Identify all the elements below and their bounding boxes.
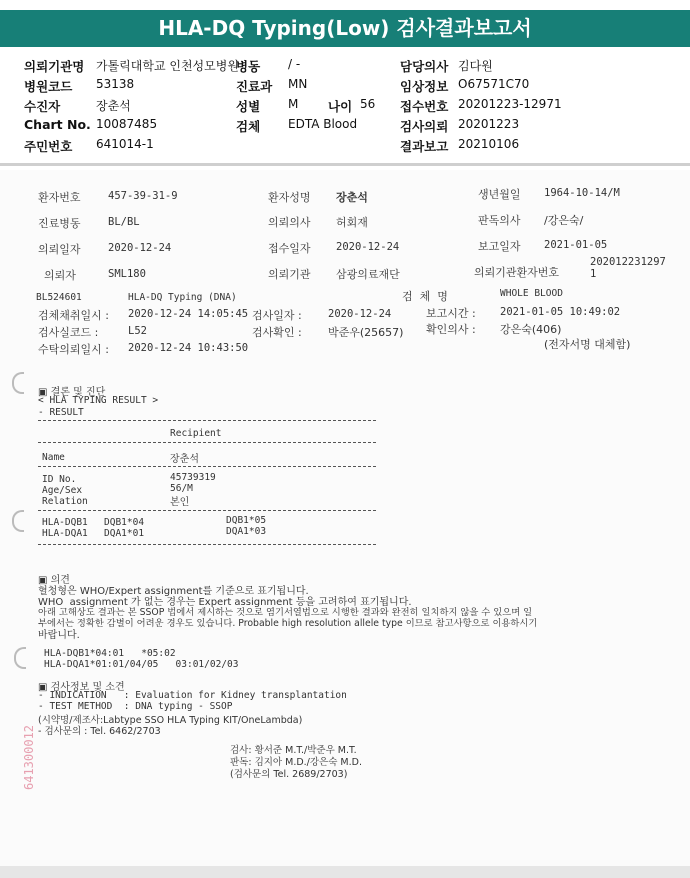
id-label: 주민번호 — [24, 139, 73, 154]
info-heading: ▣ 검사정보 및 소견 — [38, 682, 125, 693]
institution-value: 가톨릭대학교 인천성모병원 — [96, 59, 239, 73]
receipt-label: 접수번호 — [400, 99, 449, 114]
relation-label: Relation — [42, 496, 88, 507]
result-top-rule — [38, 420, 376, 421]
scan-requester-label: 의뢰자 — [44, 269, 76, 282]
id-no-value: 45739319 — [170, 472, 216, 483]
info-line-3: (시약명/제조사:Labtype SSO HLA Typing KIT/OneLambda) — [38, 715, 303, 726]
scan-req-doctor-label: 의뢰의사 — [268, 216, 311, 229]
scan-requester: SML180 — [108, 268, 146, 280]
id-value: 641014-1 — [96, 137, 154, 151]
recipient-rule — [38, 442, 376, 443]
report-title: HLA-DQ Typing(Low) 검사결과보고서 — [0, 10, 690, 47]
scan-collect: 2020-12-24 14:05:45 — [128, 308, 249, 320]
report-date-value: 20210106 — [458, 137, 520, 151]
report-header — [0, 50, 690, 162]
info-line-2: - TEST METHOD : DNA typing - SSOP — [38, 701, 233, 712]
opinion-line-3: 아래 고해상도 결과는 본 SSOP 법에서 제시하는 것으로 염기서열법으로 시행한 결과와 완전히 일치하지 않을 수 있으며 일 — [38, 607, 533, 618]
hospital-code-value: 53138 — [96, 77, 135, 91]
clinical-label: 임상정보 — [400, 79, 449, 94]
typing-result-title: < HLA TYPING RESULT > — [38, 395, 159, 406]
dqa1-allele-1: DQA1*01 — [104, 528, 145, 539]
scan-confirm-doc-label: 확인의사 : — [426, 323, 476, 336]
scan-room-label: 검사실코드 : — [38, 326, 99, 339]
vertical-stamp-number: 641300012 — [22, 724, 36, 790]
result-heading: ▣ 결론 및 진단 — [38, 387, 106, 398]
high-res-dqa1: HLA-DQA1*01:01/04/05 03:01/02/03 — [44, 659, 239, 670]
scan-recv-label: 수탁의뢰일시 : — [38, 343, 109, 356]
receipt-value: 20201223-12971 — [458, 97, 562, 111]
signature-line-3: (검사문의 Tel. 2689/2703) — [230, 769, 348, 780]
scan-rec-date-label: 접수일자 — [268, 242, 311, 255]
dqb1-label: HLA-DQB1 — [42, 517, 88, 528]
name-label: Name — [42, 452, 65, 463]
signature-line-2: 판독: 김지아 M.D./강은숙 M.D. — [230, 757, 362, 768]
scan-test-name: HLA-DQ Typing (DNA) — [128, 292, 237, 303]
scan-confirm: 박준우(25657) — [328, 326, 404, 339]
clinical-value: O67571C70 — [458, 77, 530, 91]
scan-req-doctor: 허회재 — [336, 216, 368, 229]
ward-value: / - — [288, 57, 301, 71]
scan-recv: 2020-12-24 10:43:50 — [128, 342, 249, 354]
ward-label: 병동 — [236, 59, 261, 74]
scan-patient-name: 장춘석 — [336, 191, 368, 204]
scan-inst-patient-2: 1 — [590, 268, 597, 280]
dept-label: 진료과 — [236, 79, 273, 94]
scan-rec-date: 2020-12-24 — [336, 241, 400, 253]
scan-specimen: WHOLE BLOOD — [500, 288, 563, 299]
scan-birth: 1964-10-14/M — [544, 187, 620, 199]
agesex-value: 56/M — [170, 483, 193, 494]
id-no-label: ID No. — [42, 474, 77, 485]
high-res-dqb1: HLA-DQB1*04:01 *05:02 — [44, 648, 176, 659]
scan-inst-patient-label: 의뢰기관환자번호 — [474, 266, 560, 279]
scan-test-date: 2020-12-24 — [328, 308, 392, 320]
scan-patient-no: 457-39-31-9 — [108, 190, 178, 202]
sex-value: M — [288, 97, 299, 111]
recipient-header: Recipient — [170, 428, 222, 439]
specimen-label: 검체 — [236, 119, 261, 134]
chart-value: 10087485 — [96, 117, 158, 131]
signature-line-1: 검사: 황서준 M.T./박준우 M.T. — [230, 745, 357, 756]
scan-test-date-label: 검사일자 : — [252, 309, 302, 322]
scan-req-inst-label: 의뢰기관 — [268, 268, 311, 281]
scan-confirm-doc: 강은숙(406) — [500, 323, 562, 336]
punch-hole-2 — [12, 510, 24, 532]
age-label: 나이 — [328, 99, 353, 114]
punch-hole-3 — [14, 647, 26, 669]
scan-room: L52 — [128, 325, 147, 337]
result-bottom-rule — [38, 544, 376, 545]
request-label: 검사의뢰 — [400, 119, 449, 134]
request-value: 20201223 — [458, 117, 520, 131]
age-value: 56 — [360, 97, 376, 111]
specimen-value: EDTA Blood — [288, 117, 358, 131]
punch-hole-1 — [12, 372, 24, 394]
opinion-line-5: 바랍니다. — [38, 630, 80, 641]
scan-ward-label: 진료병동 — [38, 217, 81, 230]
scan-ward: BL/BL — [108, 216, 140, 228]
scan-esign: (전자서명 대체함) — [544, 338, 631, 351]
relation-rule — [38, 510, 376, 511]
scan-req-date: 2020-12-24 — [108, 242, 172, 254]
scan-test-code: BL524601 — [36, 292, 82, 303]
scan-collect-label: 검체채취일시 : — [38, 309, 109, 322]
dept-value: MN — [288, 77, 308, 91]
chart-label: Chart No. — [24, 117, 91, 132]
scan-specimen-label: 검 체 명 — [402, 290, 448, 303]
name-rule — [38, 466, 376, 467]
bottom-bar — [0, 866, 690, 878]
scan-report-time-label: 보고시간 : — [426, 307, 476, 320]
dqb1-allele-1: DQB1*04 — [104, 517, 145, 528]
doctor-value: 김다원 — [458, 59, 493, 73]
scan-patient-name-label: 환자성명 — [268, 191, 311, 204]
scan-patient-no-label: 환자번호 — [38, 191, 81, 204]
info-line-4: - 검사문의 : Tel. 6462/2703 — [38, 726, 161, 737]
doctor-label: 담당의사 — [400, 59, 449, 74]
info-line-1: - INDICATION : Evaluation for Kidney transplantation — [38, 690, 347, 701]
dqb1-allele-2: DQB1*05 — [226, 515, 267, 526]
header-separator — [0, 163, 690, 166]
report-date-label: 결과보고 — [400, 139, 449, 154]
relation-value: 본인 — [170, 497, 190, 508]
dqa1-allele-2: DQA1*03 — [226, 526, 267, 537]
scan-req-inst: 삼광의료재단 — [336, 268, 400, 281]
scan-read-doctor: /강은숙/ — [544, 214, 584, 227]
agesex-label: Age/Sex — [42, 485, 83, 496]
scan-report-time: 2021-01-05 10:49:02 — [500, 306, 621, 318]
receiver-label: 수진자 — [24, 99, 61, 114]
opinion-line-1: 혈청형은 WHO/Expert assignment를 기준으로 표기됩니다. — [38, 586, 309, 597]
scan-req-date-label: 의뢰일자 — [38, 243, 81, 256]
scan-rep-date-label: 보고일자 — [478, 240, 521, 253]
dqa1-label: HLA-DQA1 — [42, 528, 88, 539]
scan-birth-label: 생년월일 — [478, 188, 521, 201]
result-subheading: - RESULT — [38, 407, 84, 418]
scan-confirm-label: 검사확인 : — [252, 326, 302, 339]
scan-read-doctor-label: 판독의사 — [478, 214, 521, 227]
scanned-report — [0, 170, 690, 870]
institution-label: 의뢰기관명 — [24, 59, 85, 74]
scan-rep-date: 2021-01-05 — [544, 239, 608, 251]
name-value: 장춘석 — [170, 454, 199, 465]
scan-inst-patient-1: 202012231297 — [590, 256, 666, 268]
sex-label: 성별 — [236, 99, 261, 114]
receiver-value: 장춘석 — [96, 99, 131, 113]
opinion-line-2: WHO assignment 가 없는 경우는 Expert assignment 등을 고려하여 표기됩니다. — [38, 597, 412, 608]
opinion-heading: ▣ 의견 — [38, 575, 70, 586]
opinion-line-4: 부에서는 정확한 감별이 어려운 경우도 있습니다. Probable high resolution allele type 이므로 참고사항으로 이용하시기 — [38, 618, 538, 629]
hospital-code-label: 병원코드 — [24, 79, 73, 94]
